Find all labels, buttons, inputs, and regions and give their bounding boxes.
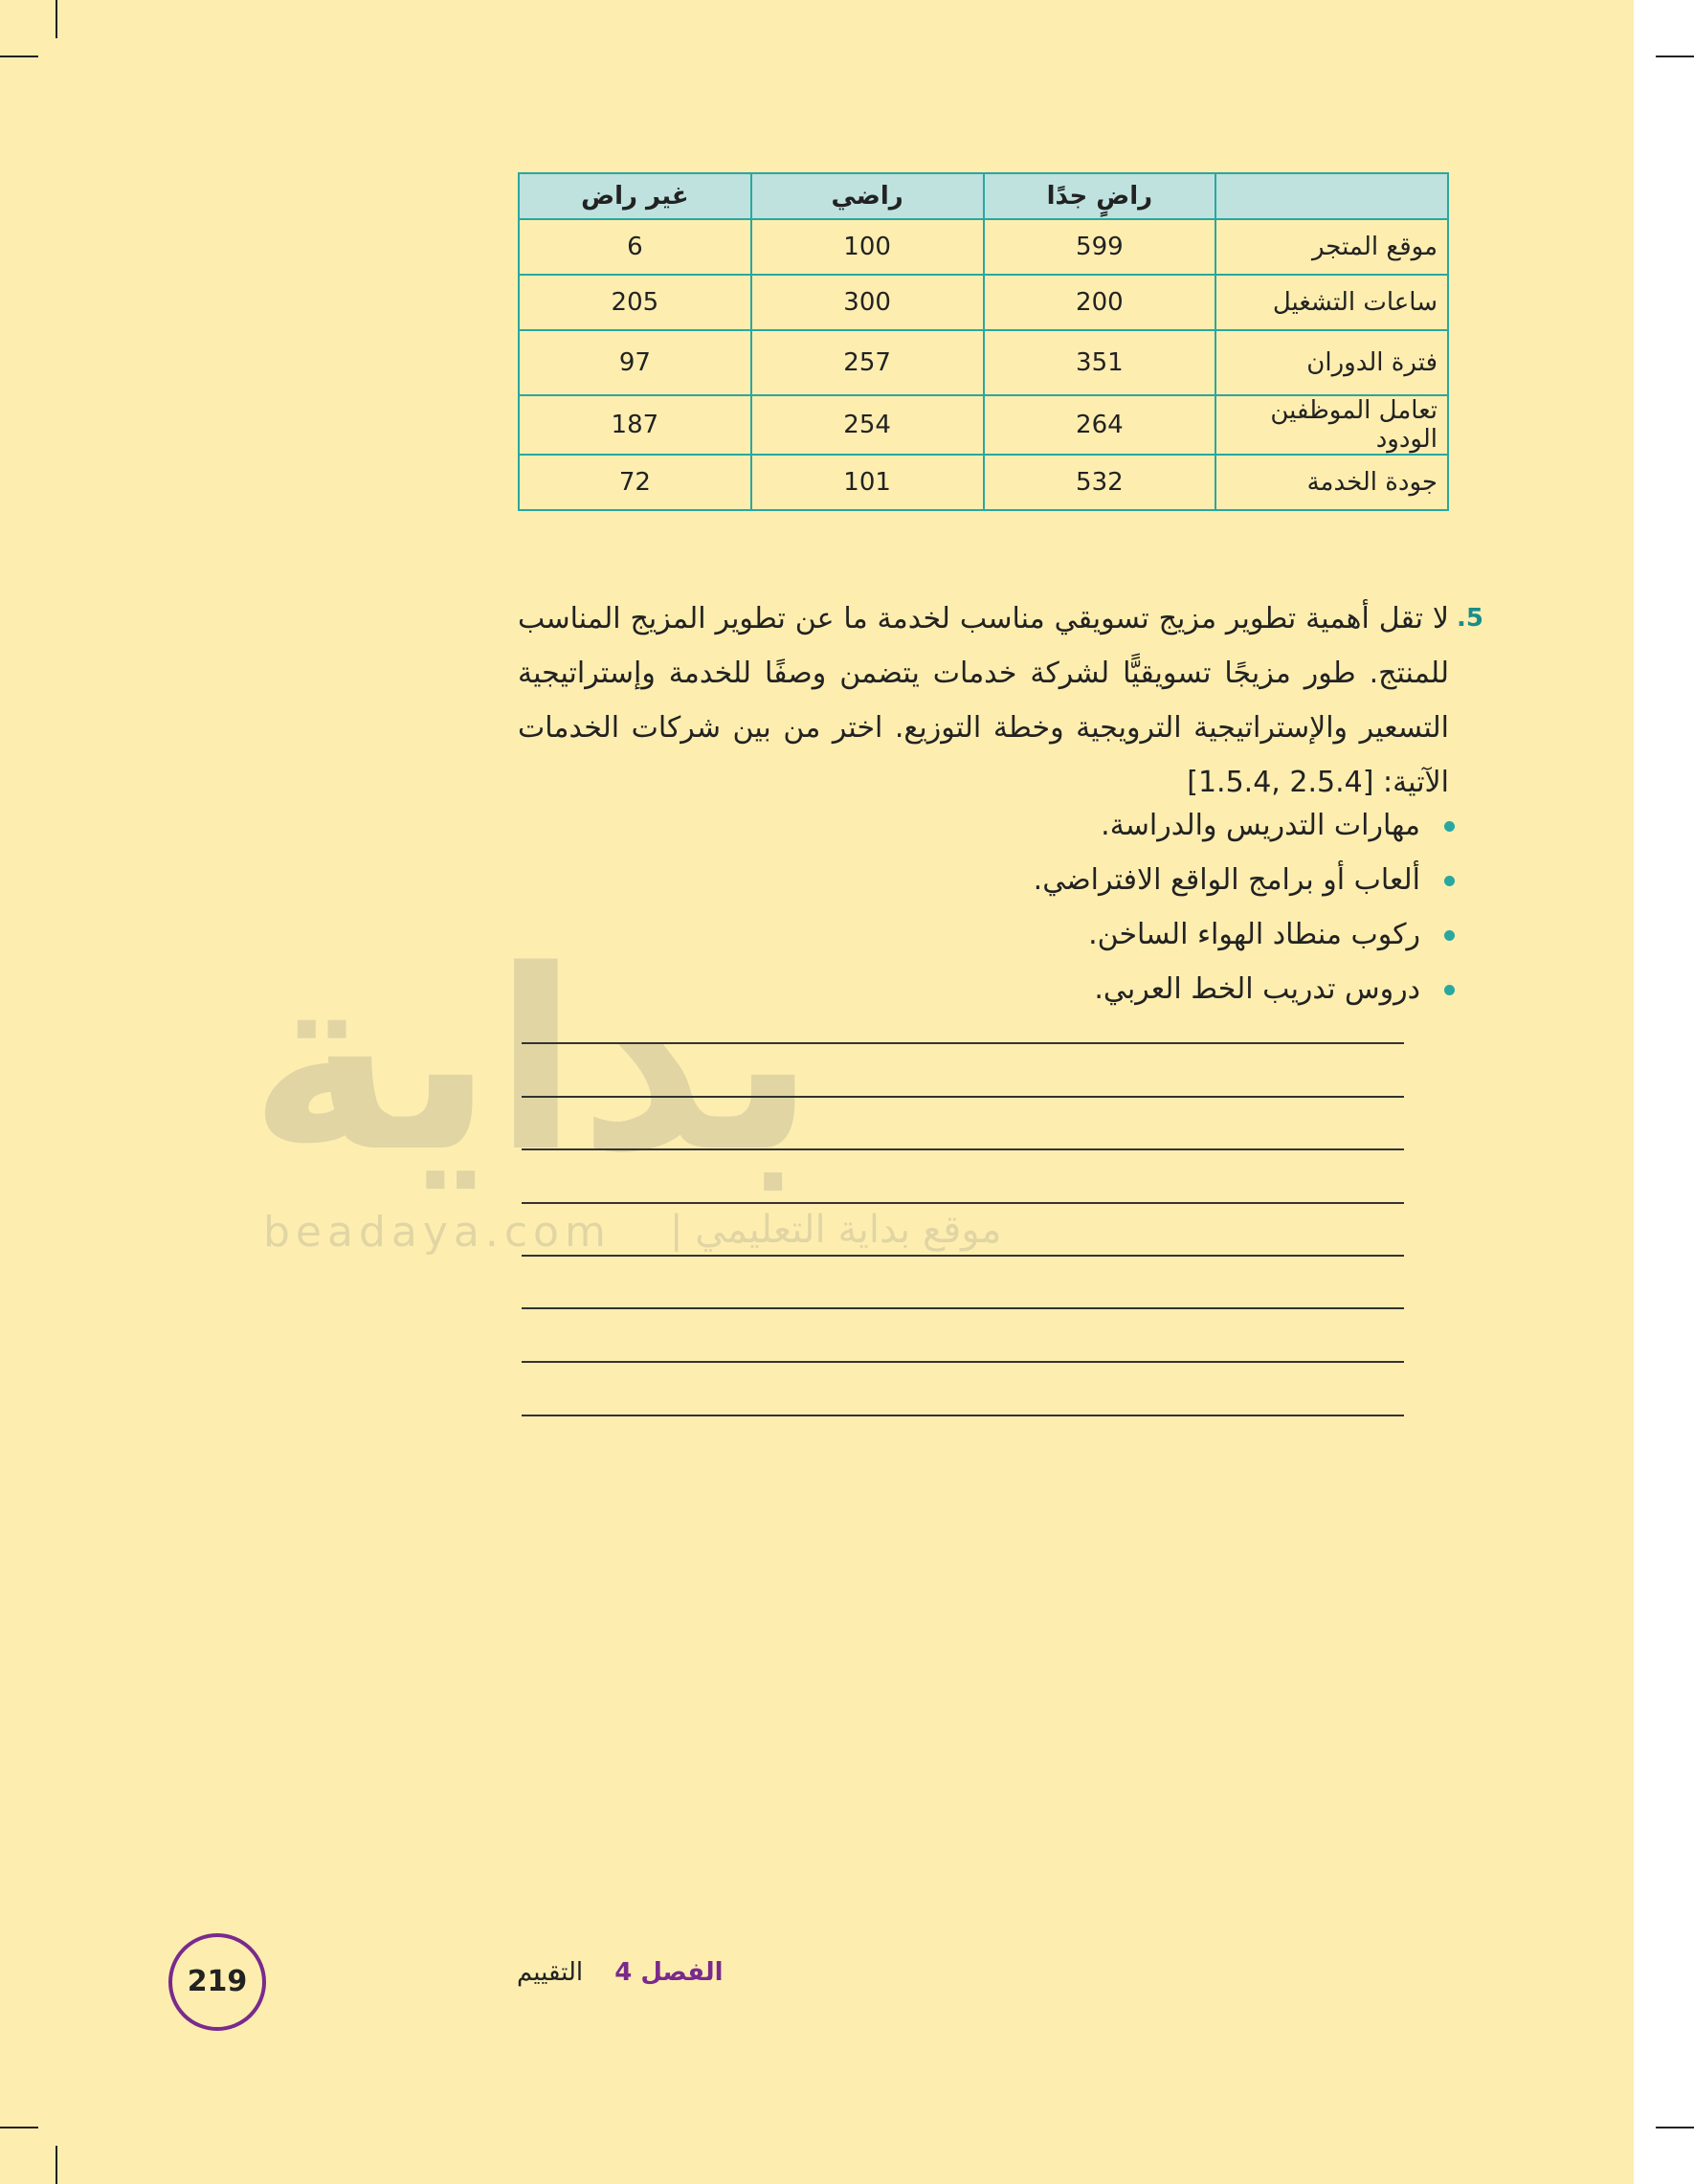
service-options-list <box>957 798 1455 1016</box>
cell-satisfied: 101 <box>751 455 984 510</box>
watermark-url: beadaya.com <box>263 1208 612 1257</box>
table-header-row <box>519 173 1448 219</box>
cell-unsatisfied: 187 <box>519 395 751 455</box>
question-text: لا تقل أهمية تطوير مزيج تسويقي مناسب لخدمة ما عن تطوير المزيج المناسب للمنتج. طور مزيجًا تسويقيًّا لشركة خدمات يتضمن وصفًا للخدمة وإستراتيجية التسعير والإستراتيجية الترويجية وخطة التوزيع. اختر من بين شركات الخدمات الآتية: [2.5.4 ,1.5.4] <box>518 602 1449 799</box>
list-item-text: دروس تدريب الخط العربي. <box>1094 972 1420 1006</box>
row-label: موقع المتجر <box>1215 219 1448 275</box>
table-header-cell: راضٍ جدًا <box>984 173 1216 219</box>
table-header-cell: راضي <box>751 173 984 219</box>
bullet-icon <box>1444 821 1455 832</box>
crop-mark <box>1656 2127 1694 2128</box>
table-row <box>519 455 1448 510</box>
cell-satisfied: 257 <box>751 330 984 395</box>
table-row <box>519 219 1448 275</box>
table-header-cell: غير راض <box>519 173 751 219</box>
page-number: 219 <box>168 1933 266 2031</box>
cell-unsatisfied: 97 <box>519 330 751 395</box>
cell-satisfied: 300 <box>751 275 984 330</box>
watermark-logo: بداية <box>249 918 816 1207</box>
table-row <box>519 330 1448 395</box>
crop-mark <box>1656 56 1694 57</box>
cell-unsatisfied: 72 <box>519 455 751 510</box>
list-item <box>957 798 1455 853</box>
answer-line[interactable] <box>522 1361 1404 1363</box>
bullet-icon <box>1444 985 1455 995</box>
list-item-text: مهارات التدريس والدراسة. <box>1101 809 1420 842</box>
row-label: جودة الخدمة <box>1215 455 1448 510</box>
watermark-tagline: موقع بداية التعليمي | <box>670 1208 1002 1252</box>
row-label: تعامل الموظفين الودود <box>1215 395 1448 455</box>
section-label: التقييم <box>517 1958 584 1987</box>
cell-satisfied: 100 <box>751 219 984 275</box>
cell-unsatisfied: 6 <box>519 219 751 275</box>
answer-line[interactable] <box>522 1148 1404 1150</box>
list-item <box>957 907 1455 962</box>
list-item-text: ألعاب أو برامج الواقع الافتراضي. <box>1033 863 1420 897</box>
row-label: ساعات التشغيل <box>1215 275 1448 330</box>
table-header-cell <box>1215 173 1448 219</box>
cell-very-satisfied: 532 <box>984 455 1216 510</box>
chapter-label: الفصل 4 <box>614 1958 724 1987</box>
cell-very-satisfied: 264 <box>984 395 1216 455</box>
list-item <box>957 853 1455 907</box>
table-row <box>519 395 1448 455</box>
cell-very-satisfied: 599 <box>984 219 1216 275</box>
answer-line[interactable] <box>522 1307 1404 1309</box>
answer-line[interactable] <box>522 1202 1404 1204</box>
crop-mark <box>56 2146 57 2184</box>
row-label: فترة الدوران <box>1215 330 1448 395</box>
answer-line[interactable] <box>522 1415 1404 1416</box>
answer-line[interactable] <box>522 1096 1404 1098</box>
list-item <box>957 962 1455 1016</box>
table-row <box>519 275 1448 330</box>
cell-unsatisfied: 205 <box>519 275 751 330</box>
bullet-icon <box>1444 930 1455 941</box>
question-number: 5. <box>1457 604 1483 633</box>
crop-mark <box>0 56 38 57</box>
cell-very-satisfied: 351 <box>984 330 1216 395</box>
crop-mark <box>56 0 57 38</box>
crop-mark <box>0 2127 38 2128</box>
cell-very-satisfied: 200 <box>984 275 1216 330</box>
question-5 <box>518 591 1483 810</box>
page-footer <box>517 1958 724 1987</box>
satisfaction-table <box>518 172 1449 511</box>
answer-line[interactable] <box>522 1042 1404 1044</box>
bullet-icon <box>1444 876 1455 886</box>
list-item-text: ركوب منطاد الهواء الساخن. <box>1088 918 1420 951</box>
cell-satisfied: 254 <box>751 395 984 455</box>
answer-line[interactable] <box>522 1255 1404 1257</box>
